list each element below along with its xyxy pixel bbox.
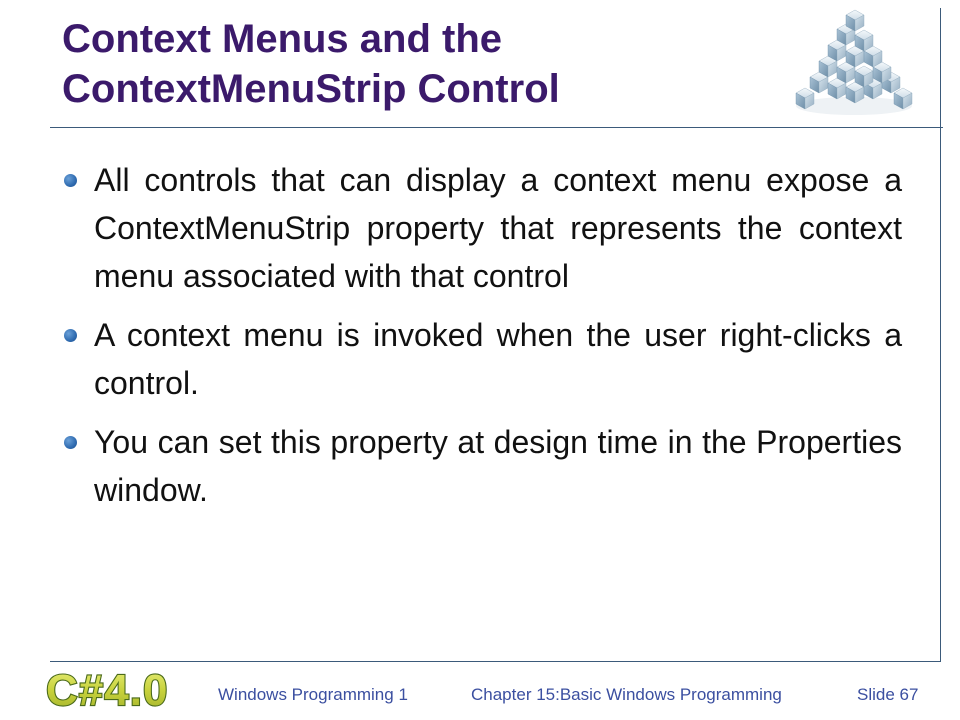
bullet-dot-icon [64,174,77,187]
bullet-dot-icon [64,329,77,342]
footer-course-name: Windows Programming 1 [218,685,408,704]
right-border-line [940,8,941,662]
bullet-dot-icon [64,436,77,449]
slide-title-line-2: ContextMenuStrip Control [62,67,560,111]
slide-title [62,14,782,114]
bullet-text: You can set this property at design time in the Properties window. [94,424,902,508]
bullet-text: All controls that can display a context menu expose a ContextMenuStrip property that represents the context menu associated with that control [94,162,902,294]
footer-slide-number: Slide 67 [857,685,919,704]
bullet-item [64,156,902,300]
csharp-logo [42,662,174,718]
bullet-item [64,418,902,514]
bullet-list [64,156,902,525]
bullet-item [64,311,902,407]
title-divider [50,127,943,128]
footer-divider [50,661,941,662]
csharp-logo-text: C#4.0 [46,666,169,715]
slide-title-line-1: Context Menus and the [62,17,503,61]
stacked-cubes-icon [790,8,920,120]
bullet-text: A context menu is invoked when the user right-clicks a control. [94,317,902,401]
footer-chapter-name: Chapter 15:Basic Windows Programming [471,685,782,704]
